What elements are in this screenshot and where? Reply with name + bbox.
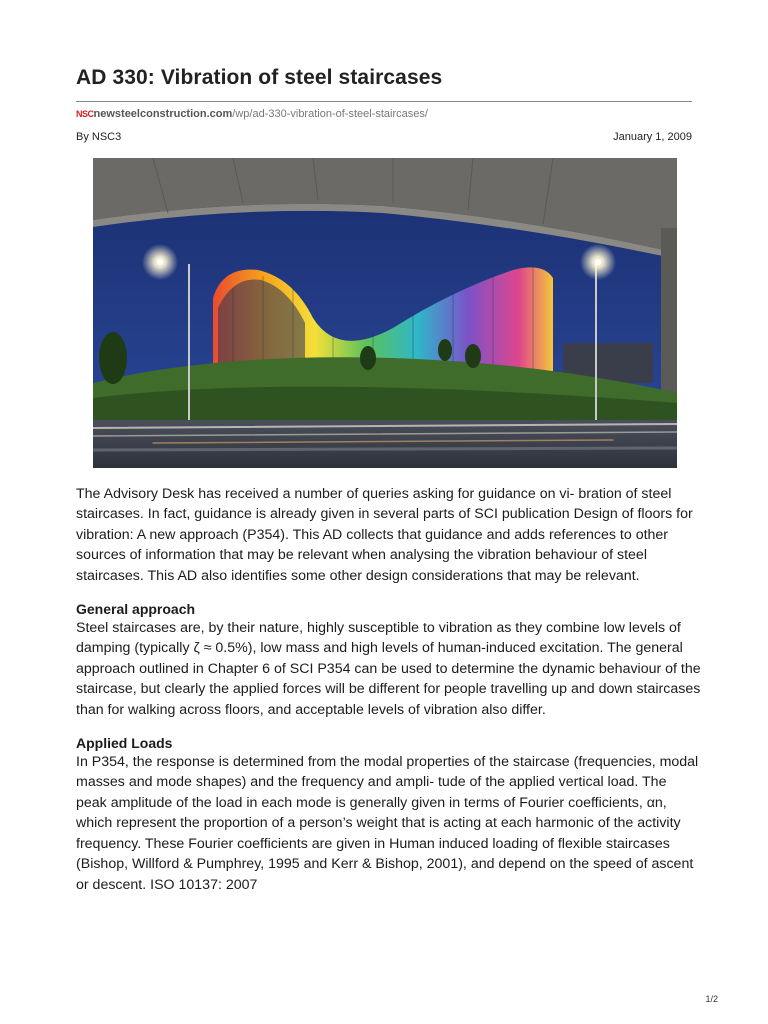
general-approach-paragraph: Steel staircases are, by their nature, highly susceptible to vibration as they combine low levels of damping (typically ζ ≈ 0.5%), low mass and high levels of human-induced excitation. The general approach outlined in Chapter 6 of SCI P354 can be used to determine the dynamic behaviour of the staircase, but clearly the applied forces will be different for people travelling up and down staircases than for walking across floors, and acceptable levels of vibration also differ. — [76, 620, 701, 718]
page-title: AD 330: Vibration of steel staircases — [76, 66, 443, 89]
source-path: /wp/ad-330-vibration-of-steel-staircases/ — [232, 108, 428, 120]
source-url[interactable] — [76, 108, 428, 120]
applied-loads-paragraph: In P354, the response is determined from the modal properties of the staircase (frequencies, modal masses and mode shapes) and the frequency and ampli- tude of the applied vertical load. The peak amplitude of the load in each mode is generally given in terms of Fourier coefficients, αn, which represent the proportion of a person’s weight that is acting at each harmonic of the activity frequency. These Fourier coefficients are given in Human induced loading of flexible staircases (Bishop, Willford & Pumphrey, 1995 and Kerr & Bishop, 2001), and depend on the speed of ascent or descent. ISO 10137: 2007 — [76, 754, 699, 893]
byline: By NSC3 — [76, 131, 122, 143]
hero-photo-illustration — [93, 158, 677, 468]
section-heading-applied-loads: Applied Loads — [76, 735, 173, 752]
section-heading-general-approach: General approach — [76, 601, 196, 618]
article-body — [76, 484, 701, 895]
title-divider — [76, 101, 692, 102]
page-number: 1/2 — [705, 994, 718, 1004]
publish-date: January 1, 2009 — [613, 131, 692, 143]
source-domain: newsteelconstruction.com — [93, 108, 233, 120]
nsc-logo: NSC — [76, 109, 94, 119]
hero-photo — [93, 158, 677, 468]
intro-paragraph: The Advisory Desk has received a number of queries asking for guidance on vi- bration of steel staircases. In fact, guidance is already given in several parts of SCI publication Design of floors for vibration: A new approach (P354). This AD collects that guidance and adds references to other sources of information that may be relevant when analysing the vibration behaviour of steel staircases. This AD also identifies some other design considerations that may be relevant. — [76, 486, 693, 584]
